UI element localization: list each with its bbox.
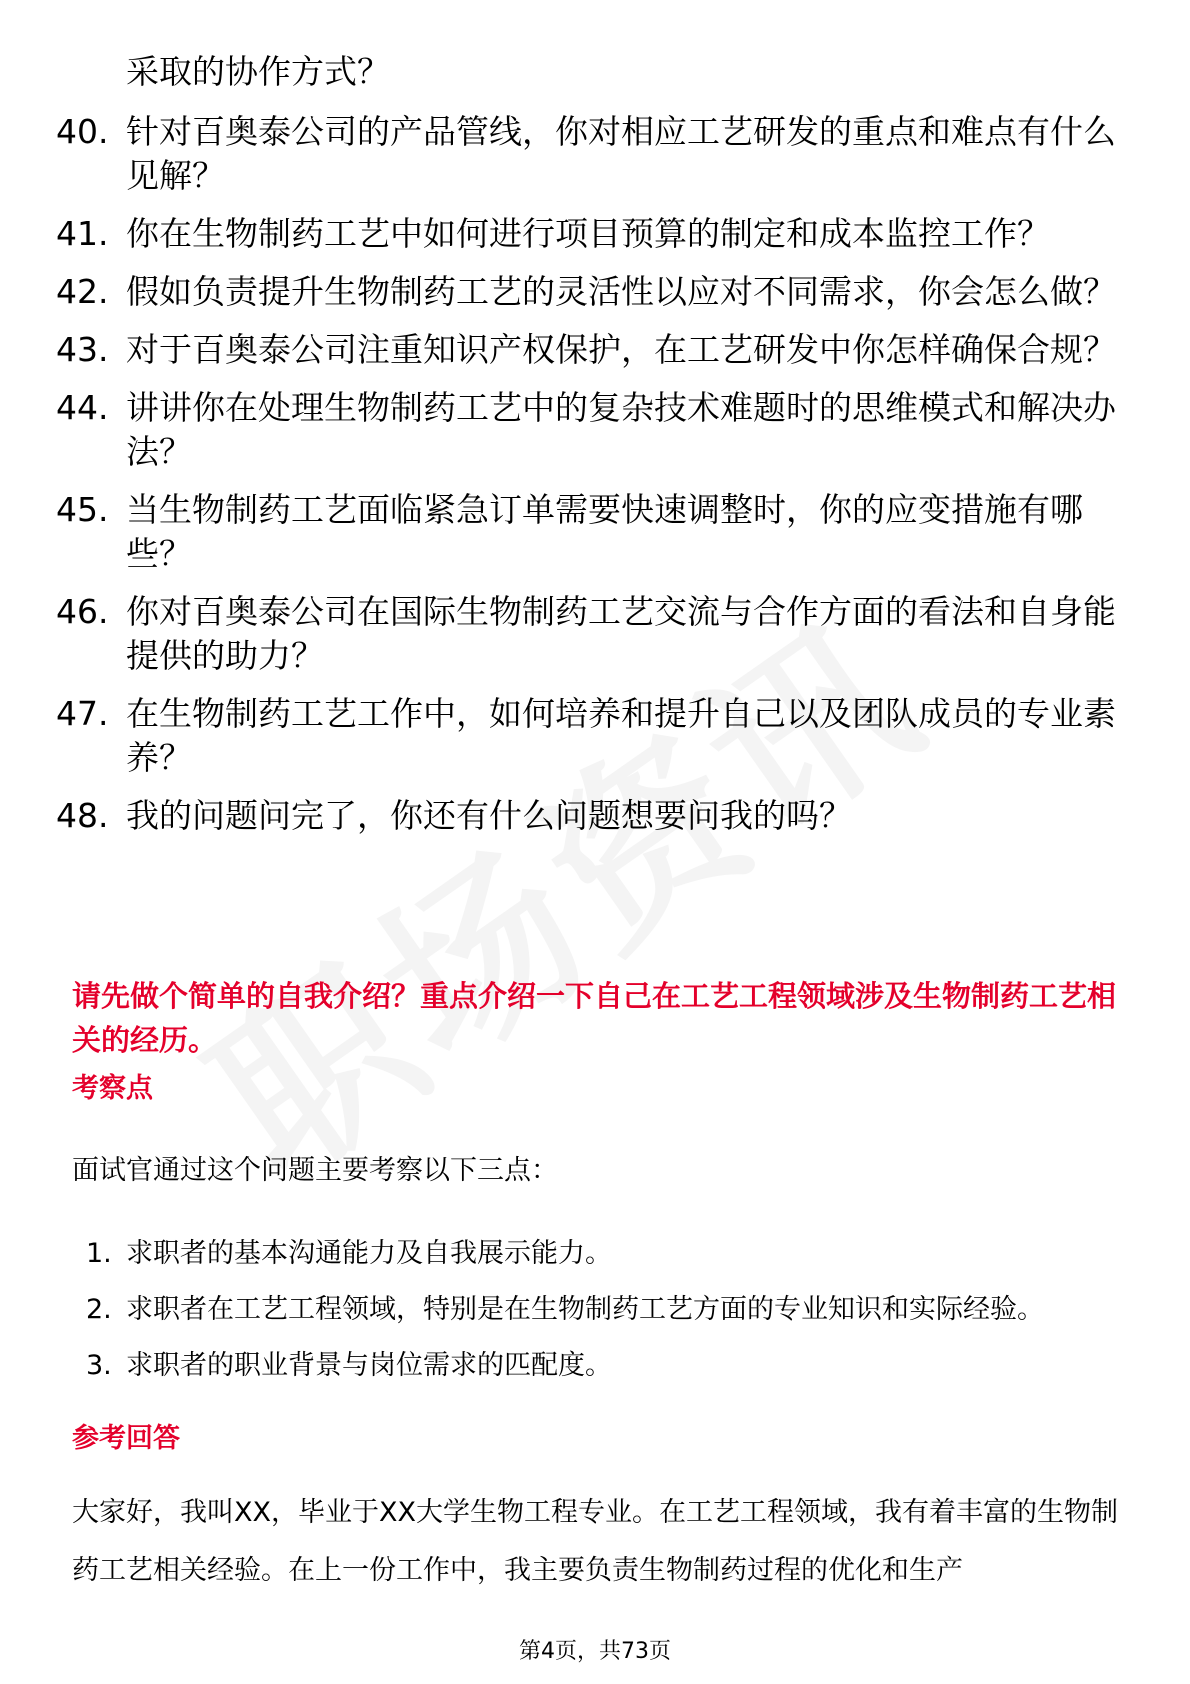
question-number: 43.: [56, 330, 109, 369]
item-number: 2.: [86, 1294, 112, 1325]
item-text: 求职者的基本沟通能力及自我展示能力。: [126, 1238, 612, 1269]
question-text: 假如负责提升生物制药工艺的灵活性以应对不同需求，你会怎么做？: [126, 272, 1116, 311]
answer-text: 大家好，我叫XX，毕业于XX大学生物工程专业。在工艺工程领域，我有着丰富的生物制药工艺相关经验。在上一份工作中，我主要负责生物制药过程的优化和生产: [72, 1497, 1118, 1586]
question-text: 当生物制药工艺面临紧急订单需要快速调整时，你的应变措施有哪些？: [126, 490, 1083, 573]
list-item: [56, 692, 1136, 780]
list-item: [56, 110, 1136, 198]
question-number: 46.: [56, 592, 109, 631]
question-number: 41.: [56, 214, 109, 253]
focus-intro: 面试官通过这个问题主要考察以下三点：: [72, 1155, 558, 1186]
question-list: [56, 110, 1136, 852]
list-item: [56, 590, 1136, 678]
question-text: 我的问题问完了，你还有什么问题想要问我的吗？: [126, 796, 852, 835]
question-number: 45.: [56, 490, 109, 529]
focus-label: 考察点: [72, 1073, 153, 1104]
list-item: [56, 488, 1136, 576]
question-number: 40.: [56, 112, 109, 151]
list-item: [56, 270, 1136, 314]
question-number: 48.: [56, 796, 109, 835]
question-number: 42.: [56, 272, 109, 311]
page-number: 第4页，共73页: [519, 1639, 671, 1664]
list-item: [86, 1346, 1146, 1386]
answer-label: 参考回答: [72, 1423, 180, 1454]
list-item: [86, 1234, 1146, 1274]
list-item: [56, 386, 1136, 474]
item-number: 3.: [86, 1350, 112, 1381]
continuation-text: 采取的协作方式？: [126, 52, 390, 91]
list-item: [56, 328, 1136, 372]
question-text: 你在生物制药工艺中如何进行项目预算的制定和成本监控工作？: [126, 214, 1050, 253]
list-item: [86, 1290, 1146, 1330]
item-text: 求职者的职业背景与岗位需求的匹配度。: [126, 1350, 612, 1381]
section-title: 请先做个简单的自我介绍？重点介绍一下自己在工艺工程领域涉及生物制药工艺相关的经历。: [72, 979, 1117, 1057]
question-text: 你对百奥泰公司在国际生物制药工艺交流与合作方面的看法和自身能提供的助力？: [126, 592, 1116, 675]
question-text: 针对百奥泰公司的产品管线，你对相应工艺研发的重点和难点有什么见解？: [126, 112, 1116, 195]
question-number: 47.: [56, 694, 109, 733]
question-text: 对于百奥泰公司注重知识产权保护，在工艺研发中你怎样确保合规？: [126, 330, 1116, 369]
question-text: 讲讲你在处理生物制药工艺中的复杂技术难题时的思维模式和解决办法？: [126, 388, 1116, 471]
question-number: 44.: [56, 388, 109, 427]
question-text: 在生物制药工艺工作中，如何培养和提升自己以及团队成员的专业素养？: [126, 694, 1116, 777]
item-number: 1.: [86, 1238, 112, 1269]
list-item: [56, 212, 1136, 256]
list-item: [56, 794, 1136, 838]
item-text: 求职者在工艺工程领域，特别是在生物制药工艺方面的专业知识和实际经验。: [126, 1294, 1044, 1325]
focus-points-list: [86, 1234, 1146, 1402]
